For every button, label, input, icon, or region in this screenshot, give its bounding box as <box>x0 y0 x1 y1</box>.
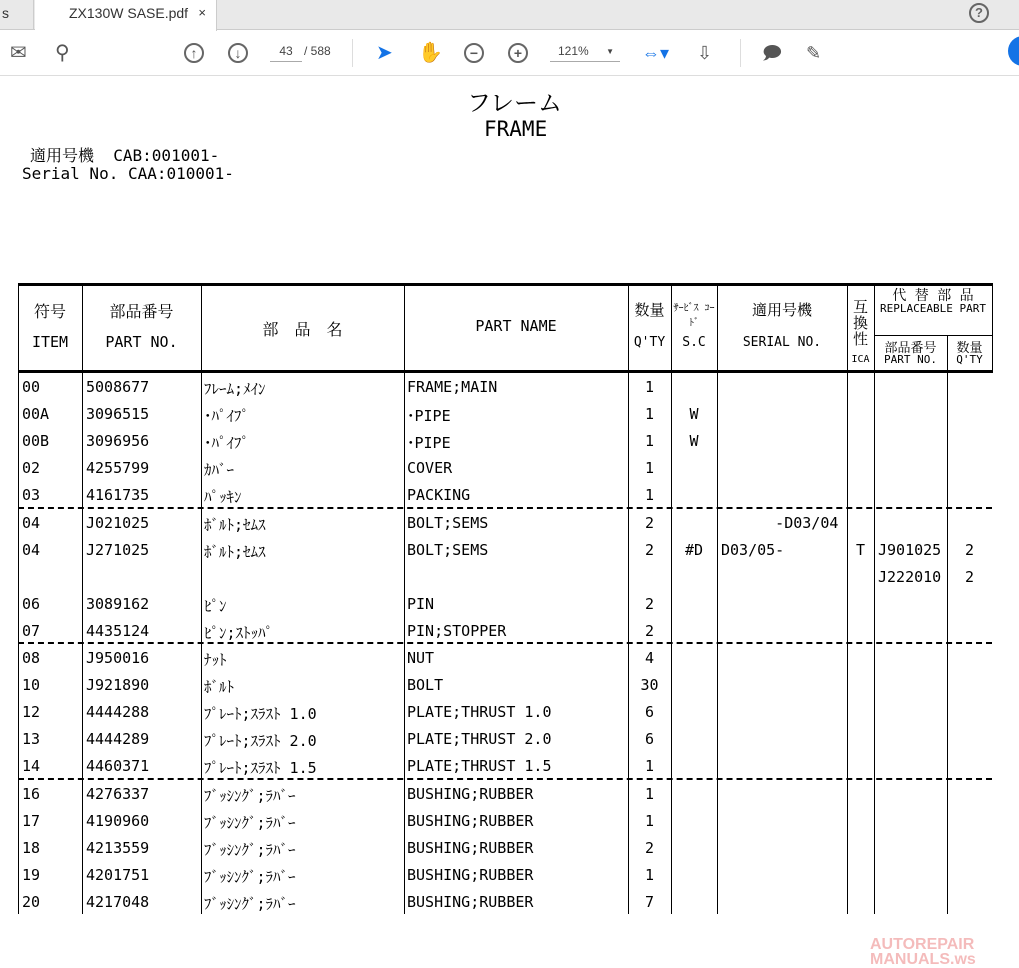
cell-qty: 2 <box>644 540 655 559</box>
header-item: ITEM <box>31 333 69 351</box>
cell-item: 18 <box>22 838 41 857</box>
comment-icon[interactable]: 🗩 <box>762 43 782 63</box>
cell-jp: ﾌﾞｯｼﾝｸﾞ;ﾗﾊﾞｰ <box>204 840 296 859</box>
header-sc: S.C <box>682 335 706 350</box>
cell-ica: T <box>855 540 866 559</box>
cell-item: 03 <box>22 486 41 505</box>
cell-sc: W <box>689 432 699 451</box>
header-serial-jp: 適用号機 <box>751 301 812 319</box>
header-replaceable: REPLACEABLE PART <box>880 302 986 315</box>
highlight-pen-icon[interactable]: ✎ <box>806 43 822 63</box>
cell-item: 02 <box>22 459 41 478</box>
cell-part: J021025 <box>86 513 150 532</box>
table-row <box>0 454 1019 481</box>
table-row <box>0 725 1019 752</box>
cell-rpart: J901025 <box>878 540 942 559</box>
page-title-jp: フレーム <box>467 89 563 117</box>
cell-part: 4444289 <box>86 730 150 749</box>
hand-tool-icon[interactable]: ✋ <box>418 42 443 64</box>
cell-jp: ﾌﾞｯｼﾝｸﾞ;ﾗﾊﾞｰ <box>204 813 296 832</box>
cell-jp: ﾎﾞﾙﾄ;ｾﾑｽ <box>204 515 266 534</box>
table-row <box>0 807 1019 834</box>
header-item-jp: 符号 <box>33 302 66 321</box>
next-page-icon[interactable]: ↓ <box>228 43 248 63</box>
cell-name: BOLT;SEMS <box>407 540 489 559</box>
table-row <box>0 644 1019 671</box>
cell-qty: 2 <box>644 594 655 613</box>
cell-part: 4161735 <box>86 486 150 505</box>
table-row <box>0 373 1019 400</box>
cell-qty: 1 <box>644 486 655 505</box>
cell-part: J950016 <box>86 649 150 667</box>
header-repl-partno-jp: 部品番号 <box>884 341 937 356</box>
table-row <box>0 861 1019 888</box>
cell-serial: D03/05- <box>721 540 785 559</box>
cell-part: J921890 <box>86 676 150 695</box>
column-divider <box>992 283 993 373</box>
cell-rqty: 2 <box>964 540 975 559</box>
scroll-mode-icon[interactable]: ⇩ <box>697 43 713 63</box>
header-replaceable-jp: 代 替 部 品 <box>892 288 974 304</box>
cell-name: COVER <box>407 459 453 478</box>
cell-jp: ﾅｯﾄ <box>204 651 227 669</box>
cell-name: ･PIPE <box>407 407 451 426</box>
table-row <box>0 780 1019 807</box>
serial-line-1: 適用号機 CAB:001001- <box>30 146 220 165</box>
group-separator <box>18 778 992 780</box>
divider <box>740 39 741 67</box>
cell-item: 00 <box>22 378 41 396</box>
divider <box>352 39 353 67</box>
page-total: / 588 <box>304 44 331 58</box>
cell-serial: -D03/04 <box>721 513 839 532</box>
cell-qty: 1 <box>644 378 655 396</box>
cell-item: 00B <box>22 432 50 451</box>
cell-qty: 6 <box>644 703 655 722</box>
cell-item: 07 <box>22 621 41 640</box>
cell-jp: ･ﾊﾟｲﾌﾟ <box>204 407 250 426</box>
cell-part: 4255799 <box>86 459 150 478</box>
cell-name: BUSHING;RUBBER <box>407 865 534 884</box>
cell-item: 08 <box>22 649 41 667</box>
cell-qty: 30 <box>640 676 659 695</box>
cell-qty: 1 <box>644 432 655 451</box>
table-row <box>0 427 1019 454</box>
cell-rqty: 2 <box>964 567 975 586</box>
header-partno-jp: 部品番号 <box>109 302 174 321</box>
cell-jp: ﾋﾟﾝ <box>204 596 227 615</box>
table-row <box>0 481 1019 508</box>
cell-part: 4444288 <box>86 703 150 722</box>
toolbar <box>0 31 1019 76</box>
table-row <box>0 671 1019 698</box>
header-serial: SERIAL NO. <box>742 335 822 350</box>
close-tab-icon[interactable]: × <box>198 5 206 20</box>
cell-part: 4217048 <box>86 892 150 911</box>
cell-qty: 1 <box>644 405 655 424</box>
cell-name: ･PIPE <box>407 434 451 453</box>
cell-sc: #D <box>684 540 704 559</box>
table-row <box>0 536 1019 563</box>
serial-line-2: Serial No. CAA:010001- <box>22 164 234 183</box>
serial-info <box>22 147 234 183</box>
zoom-value: 121% <box>558 44 589 58</box>
cell-name: BUSHING;RUBBER <box>407 838 534 857</box>
zoom-select[interactable] <box>550 44 620 62</box>
cell-jp: ﾌﾟﾚｰﾄ;ｽﾗｽﾄ 1.0 <box>204 705 317 724</box>
page-title: FRAME <box>484 117 548 141</box>
cell-jp: ﾊﾟｯｷﾝ <box>204 488 242 507</box>
cell-name: FRAME;MAIN <box>407 378 498 396</box>
cell-sc: W <box>689 405 699 424</box>
cell-item: 12 <box>22 703 41 722</box>
tab-current-document[interactable] <box>35 0 217 31</box>
cell-qty: 1 <box>644 811 655 830</box>
cell-part: 4460371 <box>86 757 150 776</box>
cell-item: 14 <box>22 757 41 776</box>
cell-name: BUSHING;RUBBER <box>407 892 534 911</box>
cell-name: PLATE;THRUST 2.0 <box>407 730 552 749</box>
table-row <box>0 698 1019 725</box>
table-top-border <box>18 283 992 286</box>
cell-part: 3096956 <box>86 432 150 451</box>
tab-previous[interactable]: s <box>0 0 34 30</box>
header-qty-jp: 数量 <box>634 301 665 319</box>
table-row <box>0 509 1019 536</box>
cell-part: 3096515 <box>86 405 150 424</box>
cell-jp: ﾌﾚｰﾑ;ﾒｲﾝ <box>204 380 266 398</box>
cell-item: 19 <box>22 865 41 884</box>
cell-name: BOLT <box>407 676 444 695</box>
cell-jp: ･ﾊﾟｲﾌﾟ <box>204 434 250 453</box>
cell-part: 4276337 <box>86 784 150 803</box>
cell-part: 4435124 <box>86 621 150 640</box>
cell-item: 13 <box>22 730 41 749</box>
cell-rpart: J222010 <box>878 567 942 586</box>
header-repl-qty: Q'TY <box>956 353 983 366</box>
cell-part: 3089162 <box>86 594 150 613</box>
cell-qty: 4 <box>644 649 655 667</box>
cell-jp: ﾌﾞｯｼﾝｸﾞ;ﾗﾊﾞｰ <box>204 867 296 886</box>
cell-qty: 1 <box>644 459 655 478</box>
cell-part: J271025 <box>86 540 150 559</box>
header-repl-partno: PART NO. <box>884 353 937 366</box>
help-icon[interactable]: ? <box>969 3 989 23</box>
cell-name: BUSHING;RUBBER <box>407 784 534 803</box>
cell-qty: 2 <box>644 513 655 532</box>
cell-qty: 2 <box>644 838 655 857</box>
cell-item: 20 <box>22 892 41 911</box>
table-row <box>0 888 1019 915</box>
group-separator <box>18 507 992 509</box>
header-partno: PART NO. <box>105 333 178 351</box>
email-icon[interactable]: ✉ <box>10 42 27 64</box>
previous-page-icon[interactable]: ↑ <box>184 43 204 63</box>
cell-jp: ﾋﾟﾝ;ｽﾄｯﾊﾟ <box>204 623 274 642</box>
pdf-page <box>0 77 1019 968</box>
header-ica-jp: 互換性 <box>852 298 868 348</box>
cell-item: 04 <box>22 513 41 532</box>
cell-qty: 1 <box>644 757 655 776</box>
cell-name: BOLT;SEMS <box>407 513 489 532</box>
header-name: PART NAME <box>475 317 557 335</box>
cell-qty: 1 <box>644 865 655 884</box>
group-separator <box>18 642 992 644</box>
cell-qty: 7 <box>644 892 655 911</box>
zoom-out-icon[interactable]: − <box>464 43 484 63</box>
cell-jp: ﾎﾞﾙﾄ <box>204 678 235 697</box>
table-row <box>0 834 1019 861</box>
cell-item: 04 <box>22 540 41 559</box>
tab-bar <box>0 0 1019 30</box>
cell-jp: ﾌﾟﾚｰﾄ;ｽﾗｽﾄ 2.0 <box>204 732 317 751</box>
cell-name: PLATE;THRUST 1.5 <box>407 757 552 776</box>
cell-item: 17 <box>22 811 41 830</box>
header-repl-qty-jp: 数量 <box>956 341 983 356</box>
select-cursor-icon[interactable]: ➤ <box>376 42 393 64</box>
page-number-input[interactable]: 43 <box>270 44 302 62</box>
table-row <box>0 400 1019 427</box>
cell-name: NUT <box>407 649 435 667</box>
cell-qty: 6 <box>644 730 655 749</box>
cell-part: 5008677 <box>86 378 150 396</box>
header-ica: ICA <box>851 354 870 365</box>
header-qty: Q'TY <box>633 335 666 350</box>
cell-jp: ﾎﾞﾙﾄ;ｾﾑｽ <box>204 542 266 561</box>
cell-qty: 1 <box>644 784 655 803</box>
tab-title: ZX130W SASE.pdf <box>69 5 189 21</box>
cell-item: 10 <box>22 676 41 695</box>
table-row <box>0 590 1019 617</box>
zoom-in-icon[interactable]: + <box>508 43 528 63</box>
cell-item: 00A <box>22 405 50 424</box>
watermark-logo: AUTOREPAIR MANUALS.ws <box>870 936 976 968</box>
cell-jp: ﾌﾞｯｼﾝｸﾞ;ﾗﾊﾞｰ <box>204 894 296 913</box>
cell-item: 06 <box>22 594 41 613</box>
cell-name: PIN;STOPPER <box>407 621 507 640</box>
cell-part: 4213559 <box>86 838 150 857</box>
cell-jp: ﾌﾞｯｼﾝｸﾞ;ﾗﾊﾞｰ <box>204 786 296 805</box>
chevron-down-icon: ▼ <box>606 47 614 56</box>
header-subdivider <box>874 335 992 336</box>
search-icon[interactable]: ⚲ <box>55 42 70 64</box>
cell-item: 16 <box>22 784 41 803</box>
cell-name: PIN <box>407 594 435 613</box>
cell-jp: ﾌﾟﾚｰﾄ;ｽﾗｽﾄ 1.5 <box>204 759 317 778</box>
header-sc-jp: ｻｰﾋﾞｽ ｺｰﾄﾞ <box>673 303 715 329</box>
fit-page-icon[interactable]: ⇔▾ <box>642 43 670 63</box>
cell-part: 4201751 <box>86 865 150 884</box>
cell-qty: 2 <box>644 621 655 640</box>
table-row <box>0 617 1019 644</box>
cell-name: PACKING <box>407 486 471 505</box>
cell-jp: ｶﾊﾞｰ <box>204 461 235 480</box>
header-name-jp: 部 品 名 <box>262 320 343 339</box>
cell-part: 4190960 <box>86 811 150 830</box>
cell-name: BUSHING;RUBBER <box>407 811 534 830</box>
table-row <box>0 563 1019 590</box>
cell-name: PLATE;THRUST 1.0 <box>407 703 552 722</box>
table-row <box>0 752 1019 779</box>
